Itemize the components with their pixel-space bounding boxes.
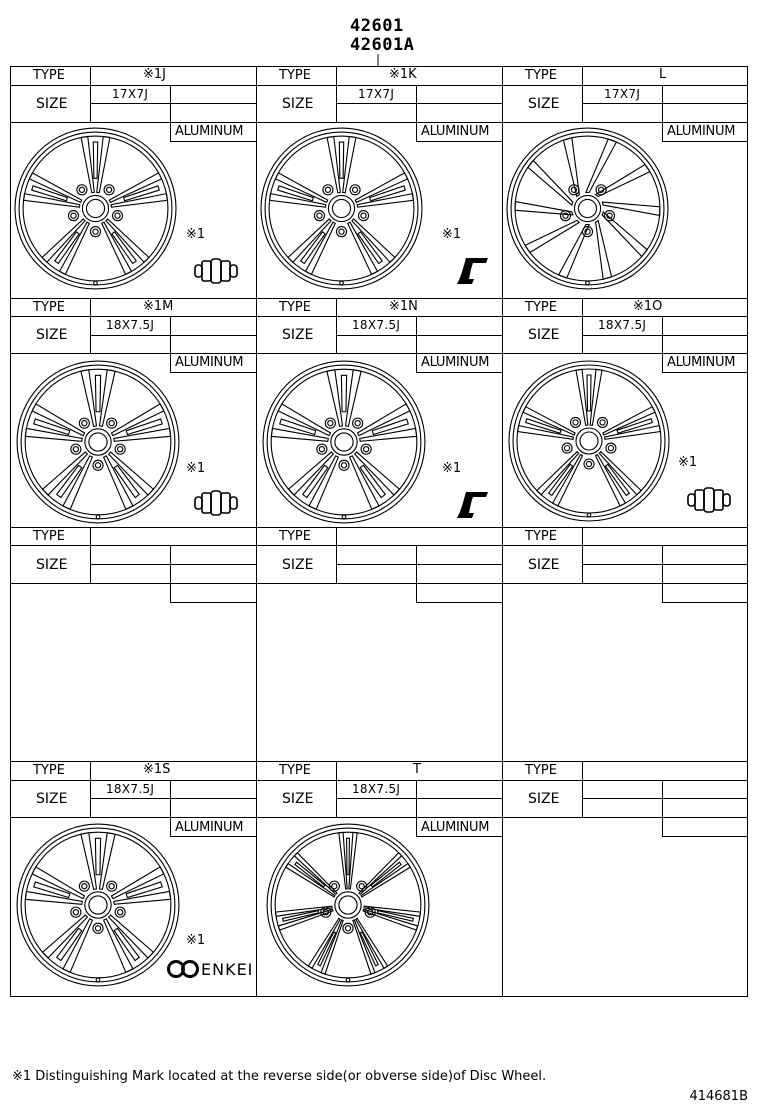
type-label: TYPE bbox=[525, 763, 557, 778]
wheel-type-value: ※1K bbox=[389, 67, 417, 82]
material-label: ALUMINUM bbox=[421, 355, 490, 370]
valve-stem bbox=[96, 515, 100, 519]
lug-nut bbox=[361, 444, 371, 454]
wheel-rim bbox=[17, 361, 179, 523]
lug-nut bbox=[77, 185, 87, 195]
lug-nut bbox=[584, 459, 594, 469]
material-label: ALUMINUM bbox=[175, 124, 244, 139]
wheel-rim bbox=[17, 824, 179, 986]
wheel-spoke bbox=[294, 853, 337, 895]
wheel-type-value: ※1N bbox=[389, 299, 418, 314]
wheel-spoke-window bbox=[95, 375, 100, 411]
wheel-size-value: 18X7.5J bbox=[352, 782, 401, 796]
wheel-rim bbox=[263, 361, 425, 523]
wheel-spoke bbox=[286, 864, 335, 897]
lug-nut bbox=[359, 211, 369, 221]
footnote: ※1 Distinguishing Mark located at the reverse side(or obverse side)of Disc Wheel. bbox=[12, 1069, 547, 1084]
wheel-spoke-window bbox=[339, 142, 343, 178]
wheel-size-value: 18X7.5J bbox=[106, 782, 155, 796]
wheel-type-value: ※1J bbox=[143, 67, 166, 82]
valve-stem bbox=[340, 281, 344, 285]
wheel-spoke bbox=[361, 864, 410, 897]
hook-emblem-icon bbox=[456, 490, 490, 520]
valve-stem bbox=[342, 515, 346, 519]
lug-nut bbox=[606, 443, 616, 453]
size-label: SIZE bbox=[528, 791, 560, 807]
distinguishing-mark-note: ※1 bbox=[186, 461, 206, 476]
lug-nut bbox=[336, 227, 346, 237]
wheel-type-value: ※1O bbox=[633, 299, 663, 314]
wheel-spoke bbox=[523, 407, 575, 435]
wheel-size-value: 18X7.5J bbox=[352, 318, 401, 332]
wheel-type-value: T bbox=[413, 762, 421, 777]
wheel-spoke bbox=[528, 161, 573, 206]
distinguishing-mark-note: ※1 bbox=[442, 461, 462, 476]
lug-nut bbox=[68, 211, 78, 221]
wheel-drawing-k bbox=[259, 126, 424, 291]
wheel-rim bbox=[509, 361, 669, 521]
lug-nut bbox=[560, 211, 570, 221]
wheel-spoke bbox=[596, 455, 626, 506]
part-number-alternate: 42601A bbox=[350, 35, 415, 55]
lug-nut bbox=[317, 444, 327, 454]
valve-stem bbox=[94, 281, 98, 285]
wheel-rim bbox=[261, 128, 422, 289]
size-label: SIZE bbox=[282, 791, 314, 807]
lug-nut bbox=[325, 418, 335, 428]
type-label: TYPE bbox=[279, 763, 311, 778]
lug-nut bbox=[104, 185, 114, 195]
wheel-drawing-l bbox=[505, 126, 670, 291]
wheel-rim bbox=[507, 128, 668, 289]
distinguishing-mark-note: ※1 bbox=[186, 933, 206, 948]
enkei-logo-icon bbox=[166, 958, 200, 980]
distinguishing-mark-note: ※1 bbox=[186, 227, 206, 242]
lug-nut bbox=[343, 923, 353, 933]
wheel-spoke-window bbox=[549, 464, 573, 495]
wheel-spoke bbox=[537, 452, 579, 495]
wheel-drawing-j bbox=[13, 126, 178, 291]
size-label: SIZE bbox=[528, 557, 560, 573]
type-label: TYPE bbox=[279, 529, 311, 544]
type-label: TYPE bbox=[33, 763, 65, 778]
lug-nut bbox=[353, 418, 363, 428]
wheel-spoke bbox=[576, 369, 588, 425]
lug-nut bbox=[107, 418, 117, 428]
wheel-spoke-window bbox=[95, 838, 100, 874]
type-label: TYPE bbox=[525, 68, 557, 83]
wheel-drawing-n bbox=[259, 357, 429, 527]
lug-nut bbox=[598, 417, 608, 427]
size-label: SIZE bbox=[282, 327, 314, 343]
material-label: ALUMINUM bbox=[175, 355, 244, 370]
wheel-spoke bbox=[596, 165, 650, 197]
wheel-spoke bbox=[359, 853, 402, 895]
wheel-spoke-window bbox=[341, 375, 346, 411]
valve-stem bbox=[587, 513, 591, 517]
wheel-spoke bbox=[563, 138, 579, 197]
bolt-emblem-icon bbox=[686, 485, 732, 515]
valve-stem bbox=[586, 281, 590, 285]
wheel-spoke-window bbox=[93, 142, 97, 178]
lug-nut bbox=[71, 907, 81, 917]
valve-stem bbox=[346, 978, 350, 982]
lug-nut bbox=[113, 211, 123, 221]
type-label: TYPE bbox=[33, 300, 65, 315]
lug-nut bbox=[79, 418, 89, 428]
wheel-spoke bbox=[270, 194, 326, 208]
wheel-drawing-s bbox=[13, 820, 183, 990]
wheel-type-value: ※1M bbox=[143, 299, 174, 314]
size-label: SIZE bbox=[282, 557, 314, 573]
wheel-spoke bbox=[553, 455, 583, 506]
wheel-rim bbox=[267, 824, 429, 986]
distinguishing-mark-note: ※1 bbox=[442, 227, 462, 242]
bolt-emblem-icon bbox=[193, 488, 239, 518]
lug-nut bbox=[571, 417, 581, 427]
lug-nut bbox=[71, 444, 81, 454]
wheel-size-value: 18X7.5J bbox=[598, 318, 647, 332]
size-label: SIZE bbox=[528, 96, 560, 112]
lug-nut bbox=[323, 185, 333, 195]
material-label: ALUMINUM bbox=[667, 355, 736, 370]
lug-nut bbox=[93, 460, 103, 470]
lug-nut bbox=[115, 444, 125, 454]
wheel-spoke bbox=[349, 832, 357, 889]
valve-stem bbox=[96, 978, 100, 982]
lug-nut bbox=[115, 907, 125, 917]
wheel-spoke bbox=[590, 369, 602, 425]
lug-nut bbox=[562, 443, 572, 453]
wheel-spoke bbox=[111, 194, 167, 208]
wheel-spoke bbox=[278, 909, 333, 930]
lug-nut bbox=[93, 923, 103, 933]
size-label: SIZE bbox=[36, 791, 68, 807]
material-label: ALUMINUM bbox=[421, 124, 490, 139]
wheel-size-value: 17X7J bbox=[112, 87, 149, 101]
lug-nut bbox=[79, 881, 89, 891]
type-label: TYPE bbox=[33, 529, 65, 544]
material-label: ALUMINUM bbox=[175, 820, 244, 835]
wheel-spoke bbox=[596, 220, 612, 279]
wheel-spoke bbox=[603, 407, 655, 435]
diagram-code: 414681B bbox=[689, 1089, 748, 1104]
lug-nut bbox=[350, 185, 360, 195]
lug-nut bbox=[90, 227, 100, 237]
material-label: ALUMINUM bbox=[667, 124, 736, 139]
wheel-type-value: L bbox=[659, 67, 667, 82]
wheel-size-value: 18X7.5J bbox=[106, 318, 155, 332]
wheel-spoke bbox=[24, 194, 80, 208]
lug-nut bbox=[339, 460, 349, 470]
wheel-spoke bbox=[363, 909, 418, 930]
material-label: ALUMINUM bbox=[421, 820, 490, 835]
lug-nut bbox=[314, 211, 324, 221]
part-number-primary: 42601 bbox=[350, 16, 404, 36]
type-label: TYPE bbox=[33, 68, 65, 83]
wheel-spoke-window bbox=[587, 375, 591, 411]
distinguishing-mark-note: ※1 bbox=[678, 455, 698, 470]
wheel-size-value: 17X7J bbox=[604, 87, 641, 101]
size-label: SIZE bbox=[528, 327, 560, 343]
type-label: TYPE bbox=[525, 529, 557, 544]
wheel-spoke bbox=[339, 832, 347, 889]
wheel-spoke bbox=[599, 452, 641, 495]
wheel-spoke-window bbox=[605, 464, 629, 495]
hook-emblem-icon bbox=[456, 256, 490, 286]
wheel-size-value: 17X7J bbox=[358, 87, 395, 101]
size-label: SIZE bbox=[36, 557, 68, 573]
bolt-emblem-icon bbox=[193, 256, 239, 286]
size-label: SIZE bbox=[36, 96, 68, 112]
wheel-spoke bbox=[525, 220, 579, 252]
lug-nut bbox=[107, 881, 117, 891]
enkei-logo-text: ENKEI bbox=[201, 960, 254, 979]
type-label: TYPE bbox=[525, 300, 557, 315]
wheel-rim bbox=[15, 128, 176, 289]
type-label: TYPE bbox=[279, 300, 311, 315]
wheel-spoke bbox=[357, 194, 413, 208]
size-label: SIZE bbox=[36, 327, 68, 343]
type-label: TYPE bbox=[279, 68, 311, 83]
wheel-drawing-t bbox=[263, 820, 433, 990]
size-label: SIZE bbox=[282, 96, 314, 112]
wheel-drawing-m bbox=[13, 357, 183, 527]
wheel-drawing-o bbox=[505, 357, 673, 525]
wheel-spoke-window bbox=[347, 838, 350, 874]
wheel-type-value: ※1S bbox=[143, 762, 171, 777]
